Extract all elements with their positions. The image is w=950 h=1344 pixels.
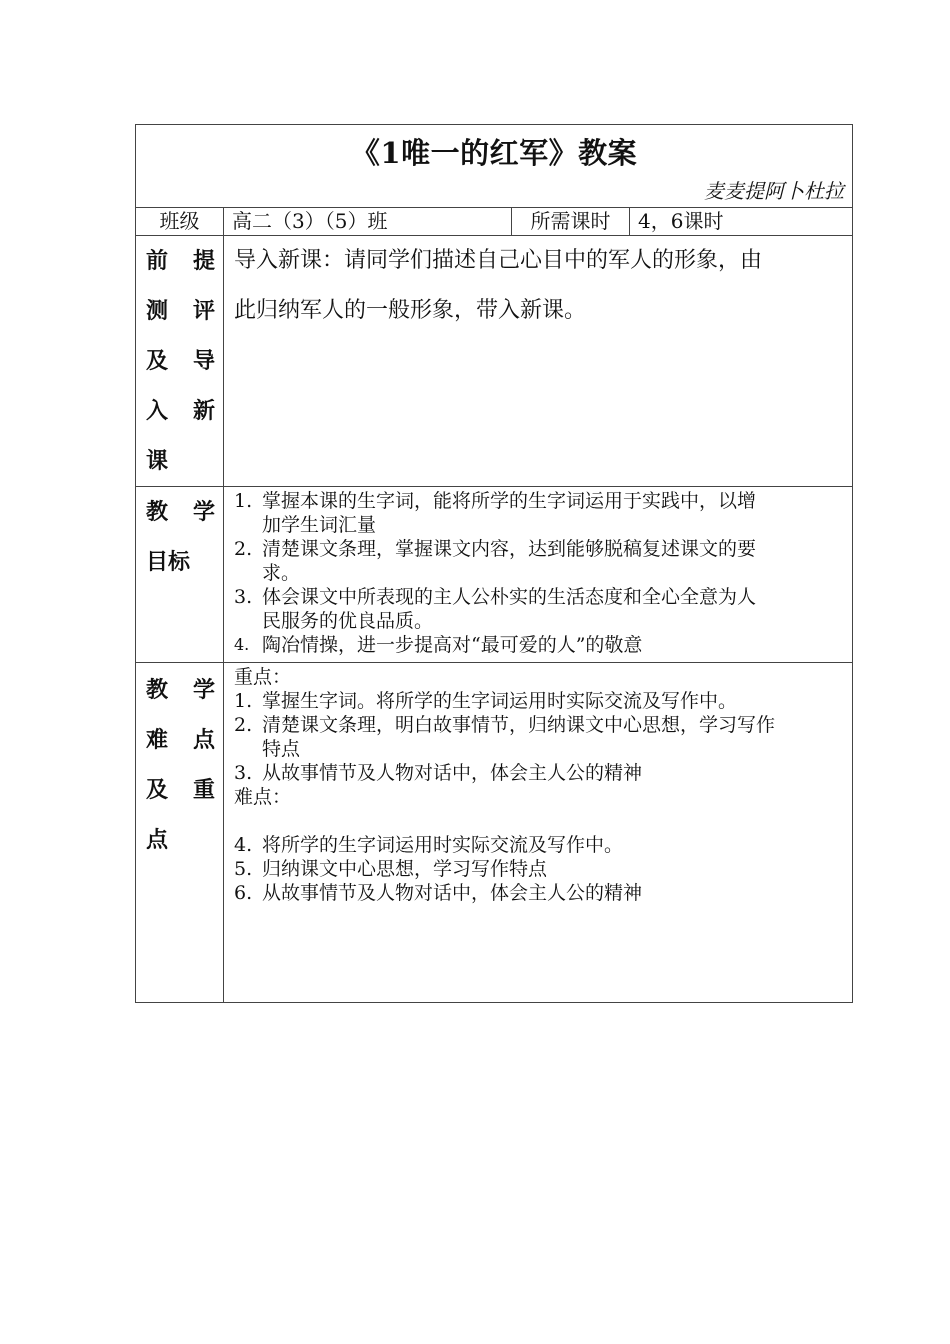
intro-row <box>136 236 853 487</box>
list-item: 3. 从故事情节及人物对话中，体会主人公的精神 <box>234 762 643 784</box>
label-line: 教 学 <box>146 499 215 525</box>
label-line: 及 重 <box>146 777 215 803</box>
intro-text-line: 导入新课：请同学们描述自己心目中的军人的形象，由 <box>234 248 763 273</box>
label-line: 及 导 <box>146 348 215 374</box>
difficult-heading: 难点： <box>234 786 292 808</box>
list-item: 2. 清楚课文条理，掌握课文内容，达到能够脱稿复述课文的要 求。 <box>234 538 757 584</box>
list-item: 4. 将所学的生字词运用时实际交流及写作中。 <box>234 834 624 856</box>
info-row <box>136 208 853 236</box>
hours-value: 4，6课时 <box>630 208 853 236</box>
lesson-plan-document <box>135 124 852 1003</box>
class-label: 班级 <box>136 208 224 236</box>
goals-row <box>136 487 853 663</box>
label-line: 难 点 <box>146 727 215 753</box>
lesson-plan-table <box>135 124 853 1003</box>
label-line: 目标 <box>146 549 191 575</box>
list-item: 1. 掌握生字词。将所学的生字词运用时实际交流及写作中。 <box>234 690 738 712</box>
document-title: 《1唯一的红军》教案 <box>350 136 638 170</box>
list-item: 4. 陶冶情操，进一步提高对“最可爱的人”的敬意 <box>234 634 643 656</box>
label-line: 教 学 <box>146 677 215 703</box>
hours-label: 所需课时 <box>512 208 630 236</box>
key-label-cell <box>136 663 224 1003</box>
goals-content-cell <box>224 487 853 663</box>
list-item: 6. 从故事情节及人物对话中，体会主人公的精神 <box>234 882 643 904</box>
label-line: 课 <box>146 448 169 474</box>
label-line: 入 新 <box>146 398 215 424</box>
list-item: 2. 清楚课文条理，明白故事情节，归纳课文中心思想，学习写作 特点 <box>234 714 776 760</box>
author-name: 麦麦提阿卜杜拉 <box>704 179 844 203</box>
title-cell <box>136 125 853 208</box>
class-value: 高二（3）（5）班 <box>224 208 512 236</box>
key-points-row <box>136 663 853 1003</box>
goals-label-cell <box>136 487 224 663</box>
label-line: 点 <box>146 827 169 853</box>
list-item: 5. 归纳课文中心思想，学习写作特点 <box>234 858 548 880</box>
label-line: 测 评 <box>146 298 215 324</box>
intro-content-cell <box>224 236 853 487</box>
label-line: 前 提 <box>146 248 215 274</box>
key-content-cell <box>224 663 853 1003</box>
intro-label-cell <box>136 236 224 487</box>
intro-text-line: 此归纳军人的一般形象，带入新课。 <box>234 298 587 323</box>
list-item: 3. 体会课文中所表现的主人公朴实的生活态度和全心全意为人 民服务的优良品质。 <box>234 586 757 632</box>
key-heading: 重点： <box>234 666 292 688</box>
list-item: 1. 掌握本课的生字词，能将所学的生字词运用于实践中，以增 加学生词汇量 <box>234 490 757 536</box>
